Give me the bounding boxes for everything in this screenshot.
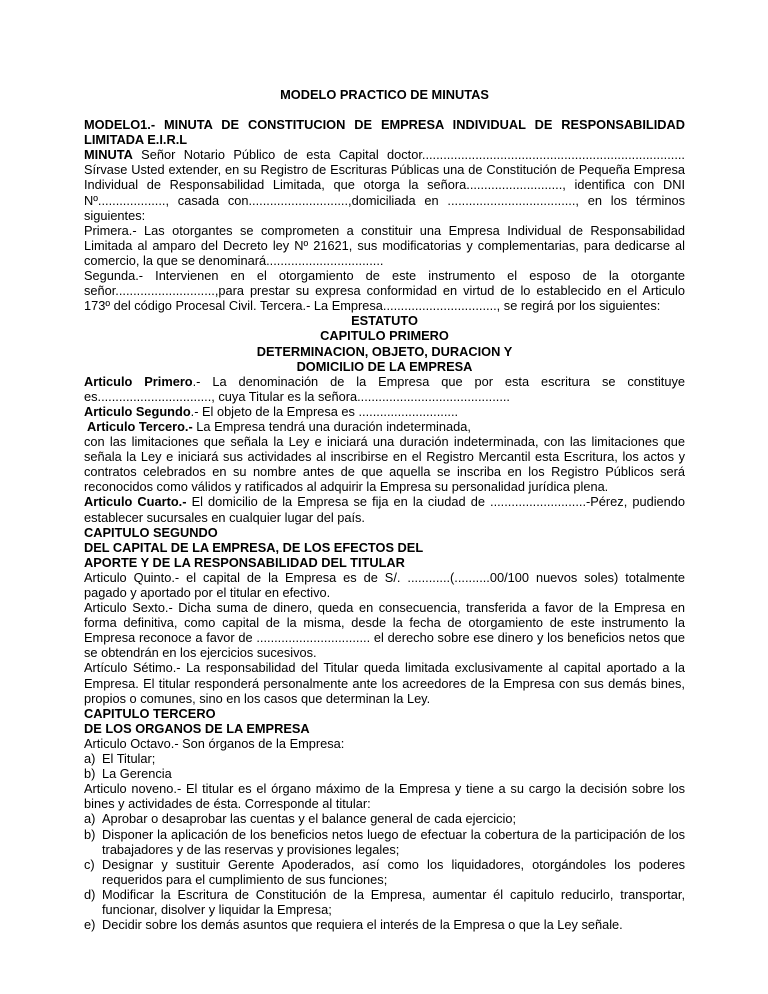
list-item-text: El Titular;: [102, 751, 156, 767]
list-item: [84, 887, 685, 917]
list-item-text: Modificar la Escritura de Constitución de la Empresa, aumentar él capitulo reducirlo, transportar, funcionar, disolver y liquidar la Empresa;: [102, 886, 685, 917]
article-3: [84, 419, 685, 434]
article-1: [84, 374, 685, 404]
list-item-label: d): [84, 886, 96, 902]
article-4-text: El domicilio de la Empresa se fija en la ciudad de ...........................-Pérez, pudiendo establecer sucursales en cualquier lugar del país.: [84, 494, 685, 525]
chapter-1-subtitle-line-2: DOMICILIO DE LA EMPRESA: [296, 358, 473, 374]
minuta-label: MINUTA: [84, 147, 133, 163]
list-item: [84, 751, 685, 766]
chapter-2-title: [84, 525, 685, 540]
list-item: [84, 811, 685, 826]
list-item-label: c): [84, 856, 95, 872]
list-item-label: a): [84, 811, 96, 827]
organos-list: [84, 751, 685, 781]
article-2: [84, 404, 685, 419]
chapter-3-subtitle-text: DE LOS ORGANOS DE LA EMPRESA: [84, 720, 310, 736]
list-item: [84, 827, 685, 857]
article-8: Articulo Octavo.- Son órganos de la Empresa:: [84, 735, 345, 751]
minuta-heading: [84, 117, 685, 147]
article-3-text: La Empresa tendrá una duración indeterminada,: [192, 418, 471, 434]
list-item-text: La Gerencia: [102, 766, 172, 782]
article-3-label: Articulo Tercero.-: [87, 418, 193, 434]
minuta-paragraph: [84, 147, 685, 222]
article-1-text: .- La denominación de la Empresa que por esta escritura se constituye es................................, cuya Titular es la señora...........................................: [84, 373, 685, 404]
article-2-text: .- El objeto de la Empresa es ............................: [190, 403, 459, 419]
article-5: Articulo Quinto.- el capital de la Empresa es de S/. ............(..........00/100 nuevos soles) totalmente pagado y aportado por el titular en efectivo.: [84, 569, 685, 600]
list-item-text: Aprobar o desaprobar las cuentas y el balance general de cada ejercicio;: [102, 811, 517, 827]
list-item: [84, 917, 685, 932]
article-1-label: Articulo Primero: [84, 373, 193, 389]
minuta-heading-text: MODELO1.- MINUTA DE CONSTITUCION DE EMPRESA INDIVIDUAL DE RESPONSABILIDAD LIMITADA E.I.R.L: [84, 117, 685, 148]
list-item-label: b): [84, 766, 96, 782]
clause-primera: Primera.- Las otorgantes se comprometen a constituir una Empresa Individual de Responsabilidad Limitada al amparo del Decreto ley Nº 21621, sus modificatorias y complementarias, para dedicarse al comercio, la que se denominará.................................: [84, 222, 685, 268]
list-item-label: b): [84, 826, 96, 842]
article-2-label: Articulo Segundo: [84, 403, 191, 419]
facultades-list: [84, 811, 685, 932]
article-4: [84, 494, 685, 524]
article-3-continuation: con las limitaciones que señala la Ley e iniciará una duración indeterminada, con las limitaciones que señala la Ley e iniciará sus actividades al inscribirse en el Registro Mercantil esta Escritura, los actos y contratos celebrados en su nombre antes de que aquella se inscriba en los Registro Públicos será reconocidos como válidos y ratificados al adquirir la Empresa su personalidad jurídica plena.: [84, 434, 685, 495]
estatuto-heading: ESTATUTO: [351, 313, 418, 329]
chapter-3-subtitle: [84, 721, 685, 736]
list-item-text: Decidir sobre los demás asuntos que requiera el interés de la Empresa o que la Ley señale.: [102, 917, 623, 933]
article-9: Articulo noveno.- El titular es el órgano máximo de la Empresa y tiene a su cargo la decisión sobre los bines y actividades de ésta. Corresponde al titular:: [84, 781, 685, 812]
article-4-label: Articulo Cuarto.-: [84, 494, 187, 510]
chapter-1-subtitle-line-1: DETERMINACION, OBJETO, DURACION Y: [256, 343, 513, 359]
chapter-2-subtitle-line-2: [84, 555, 685, 570]
chapter-3-title: [84, 706, 685, 721]
chapter-1-title: CAPITULO PRIMERO: [320, 328, 449, 344]
document-title: MODELO PRACTICO DE MINUTAS: [280, 87, 489, 102]
list-item-text: Designar y sustituir Gerente Apoderados, así como los liquidadores, otorgándoles los poderes requeridos para el cumplimiento de sus funciones;: [102, 856, 685, 887]
list-item: [84, 857, 685, 887]
minuta-text: Señor Notario Público de esta Capital doctor.......................................................................... Sírvase Usted extender, en su Registro de Escrituras Públicas una de Constitución de Pequeña Empresa Individual de Responsabilidad Limitada, que otorga la señora..........................., identifica con DNI Nº..................., casada con............................,domiciliada en ...................................., en los términos siguientes:: [84, 147, 685, 223]
article-7: Artículo Sétimo.- La responsabilidad del Titular queda limitada exclusivamente al capital aportado a la Empresa. El titular responderá personalmente ante los acreedores de la Empresa con sus demás bines, propios o comunes, sino en los casos que determinan la Ley.: [84, 660, 685, 706]
list-item-text: Disponer la aplicación de los beneficios netos luego de efectuar la cobertura de la participación de los trabajadores y de las reservas y provisiones legales;: [102, 826, 685, 857]
clause-segunda: Segunda.- Intervienen en el otorgamiento de este instrumento el esposo de la otorgante señor............................,para prestar su expresa conformidad en virtud de lo establecido en el Articulo 173º del código Procesal Civil. Tercera.- La Empresa................................, se regirá por los siguientes:: [84, 268, 685, 314]
chapter-2-title-text: CAPITULO SEGUNDO: [84, 524, 218, 540]
list-item: [84, 766, 685, 781]
list-item-label: a): [84, 751, 96, 767]
chapter-2-subtitle-1-text: DEL CAPITAL DE LA EMPRESA, DE LOS EFECTOS DEL: [84, 539, 424, 555]
chapter-3-title-text: CAPITULO TERCERO: [84, 705, 216, 721]
chapter-2-subtitle-2-text: APORTE Y DE LA RESPONSABILIDAD DEL TITULAR: [84, 554, 405, 570]
chapter-2-subtitle-line-1: [84, 540, 685, 555]
list-item-label: e): [84, 917, 96, 933]
article-6: Articulo Sexto.- Dicha suma de dinero, queda en consecuencia, transferida a favor de la Empresa en forma definitiva, como capital de la misma, desde la fecha de otorgamiento de este instrumento la Empresa reconoce a favor de ................................ el derecho sobre ese dinero y los beneficios netos que se obtendrán en los ejercicios sucesivos.: [84, 600, 685, 661]
